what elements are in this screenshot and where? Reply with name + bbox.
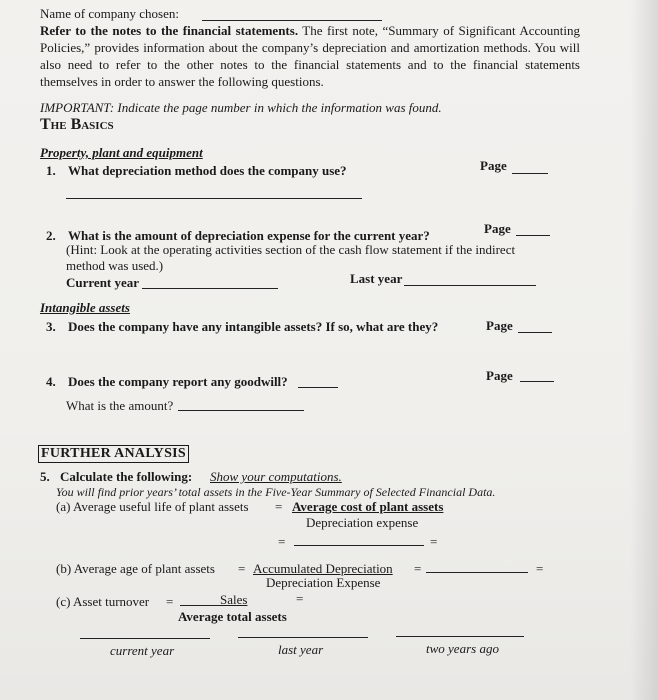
last-year-answer-blank[interactable] bbox=[238, 637, 368, 638]
q1-answer-blank[interactable] bbox=[66, 198, 362, 199]
current-year-answer-blank[interactable] bbox=[80, 638, 210, 639]
a-eq-3: = bbox=[430, 534, 438, 549]
col-current-year: current year bbox=[110, 643, 175, 658]
a-label: (a) Average useful life of plant assets bbox=[56, 499, 249, 514]
intro-rest: The first note, “Summary of Significant Accounting Policies,” provides information about the company’s depreciation and amortization methods. You will also need to refer to the other notes to the financial statements and to the financial statements themselves in order to answer the following questions. bbox=[40, 23, 580, 89]
q3-text: Does the company have any intangible assets? If so, what are they? bbox=[68, 319, 439, 334]
basics-title: The Basics bbox=[40, 116, 114, 133]
intangible-heading: Intangible assets bbox=[40, 300, 130, 315]
c-eq: = bbox=[166, 594, 174, 609]
q5-number: 5. bbox=[40, 469, 50, 484]
q1-page-blank[interactable] bbox=[512, 173, 548, 174]
b-label: (b) Average age of plant assets bbox=[56, 561, 215, 576]
q1-text: What depreciation method does the company use? bbox=[68, 163, 347, 178]
q1-number: 1. bbox=[46, 163, 56, 178]
q3-number: 3. bbox=[46, 319, 56, 334]
q4-number: 4. bbox=[46, 374, 56, 389]
col-two-years-ago: two years ago bbox=[426, 641, 499, 656]
q4-goodwill-blank[interactable] bbox=[298, 387, 338, 388]
ppe-heading: Property, plant and equipment bbox=[40, 145, 203, 160]
q4-amount-blank[interactable] bbox=[178, 410, 304, 411]
a-computation-blank[interactable] bbox=[294, 545, 424, 546]
q5-text: Calculate the following: bbox=[60, 469, 193, 484]
b-eq: = bbox=[238, 561, 246, 576]
q2-page-label: Page bbox=[484, 221, 511, 236]
last-year-label: Last year bbox=[350, 271, 403, 286]
a-numerator: Average cost of plant assets bbox=[292, 499, 444, 514]
b-denominator: Depreciation Expense bbox=[266, 575, 381, 590]
company-label: Name of company chosen: bbox=[40, 6, 179, 21]
c-numerator: Sales bbox=[220, 592, 248, 607]
further-analysis-title: FURTHER ANALYSIS bbox=[38, 445, 189, 463]
q2-number: 2. bbox=[46, 228, 56, 243]
last-year-blank[interactable] bbox=[404, 285, 536, 286]
c-label: (c) Asset turnover bbox=[56, 594, 150, 609]
page-shadow bbox=[630, 0, 658, 700]
c-numerator-underline bbox=[180, 605, 220, 606]
a-denominator: Depreciation expense bbox=[306, 515, 419, 530]
important-note: IMPORTANT: Indicate the page number in which the information was found. bbox=[40, 100, 442, 115]
a-eq: = bbox=[275, 499, 283, 514]
q4-amount-label: What is the amount? bbox=[66, 398, 174, 413]
q2-page-blank[interactable] bbox=[516, 235, 550, 236]
b-eq-2: = bbox=[414, 561, 422, 576]
q2-hint-line1: (Hint: Look at the operating activities section of the cash flow statement if the indirect bbox=[66, 242, 516, 257]
q4-page-blank[interactable] bbox=[520, 381, 554, 382]
two-years-ago-answer-blank[interactable] bbox=[396, 636, 524, 637]
current-year-blank[interactable] bbox=[142, 288, 278, 289]
b-eq-3: = bbox=[536, 561, 544, 576]
current-year-label: Current year bbox=[66, 275, 140, 290]
b-computation-blank[interactable] bbox=[426, 572, 528, 573]
q2-hint-line2: method was used.) bbox=[66, 258, 164, 273]
intro-bold: Refer to the notes to the financial statements. bbox=[40, 23, 299, 38]
b-numerator: Accumulated Depreciation bbox=[253, 561, 393, 576]
q2-text: What is the amount of depreciation expense for the current year? bbox=[68, 228, 430, 243]
q5-show-computations: Show your computations. bbox=[210, 469, 342, 484]
q5-note: You will find prior years’ total assets in the Five-Year Summary of Selected Financial Data. bbox=[56, 485, 496, 499]
q3-page-blank[interactable] bbox=[518, 332, 552, 333]
q4-text: Does the company report any goodwill? bbox=[68, 374, 288, 389]
c-denominator: Average total assets bbox=[178, 609, 287, 624]
q1-page-label: Page bbox=[480, 158, 507, 173]
q3-page-label: Page bbox=[486, 318, 513, 333]
company-name-blank[interactable] bbox=[202, 20, 382, 21]
intro-paragraph bbox=[40, 22, 580, 90]
col-last-year: last year bbox=[278, 642, 324, 657]
a-eq-2: = bbox=[278, 534, 286, 549]
c-eq-2: = bbox=[296, 591, 304, 606]
q4-page-label: Page bbox=[486, 368, 513, 383]
